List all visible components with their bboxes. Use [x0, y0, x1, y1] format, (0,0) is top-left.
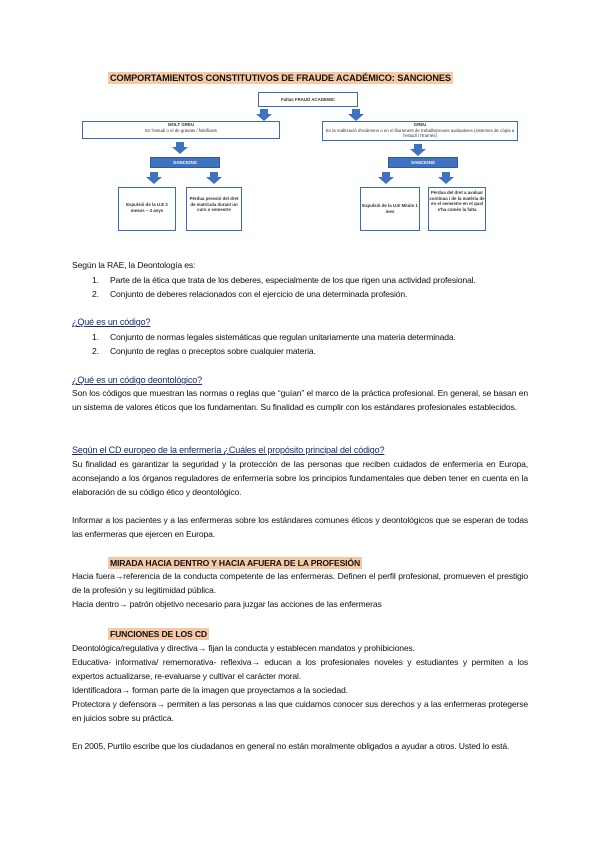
diagram-left-box [82, 121, 280, 139]
deontologico-text: Son los códigos que muestran las normas o reglas que “guían” el marco de la práctica profesional. En general, se basan en un sistema de valores éticos que los fundamentan. Su finalidad es cumplir con los estándares profesionales establecidos. [72, 388, 528, 412]
list-item: 1. Parte de la ética que trata de los deberes, especialmente de los que rigen una actividad profesional. [92, 275, 476, 285]
arrow-down-icon [378, 172, 394, 184]
codigo-list [92, 330, 528, 358]
closing-paragraph: En 2005, Purtilo escribe que los ciudadanos en general no están moralmente obligados a ayudar a otros. Usted lo está. [72, 741, 510, 751]
section-heading-codigo: ¿Qué es un código? [72, 317, 151, 327]
list-item: 2. Conjunto de reglas o preceptos sobre cualquier materia. [92, 346, 316, 356]
section-heading-mirada: MIRADA HACIA DENTRO Y HACIA AFUERA DE LA PROFESIÓN [110, 558, 361, 568]
rae-intro: Según la RAE, la Deontología es: [72, 260, 196, 270]
arrow-down-icon [172, 142, 188, 154]
sanction-box-1: Expulsió de la U.E 2 mesos – 3 anys [118, 187, 176, 231]
funcion-1: Deontológica/regulativa y directiva→ fijan la conducta y establecen mandatos y prohibiciones. [72, 643, 415, 653]
arrow-down-icon [410, 144, 426, 156]
section-heading-funciones: FUNCIONES DE LOS CD [110, 629, 207, 639]
left-box-text: En l'estudi o el de gravats / falsificats [145, 127, 217, 133]
arrow-down-icon [438, 172, 454, 184]
section-heading-deontologico: ¿Qué es un código deontológico? [72, 375, 202, 385]
list-item: 2. Conjunto de deberes relacionados con el ejercicio de una determinada profesión. [92, 289, 408, 299]
rae-list [92, 273, 528, 301]
diagram-right-box [322, 121, 518, 141]
europeo-text-2: Informar a los pacientes y a las enfermeras sobre los estándares comunes éticos y deontológicos que se esperan de todas las enfermeras que ejercen en Europa. [72, 515, 528, 539]
section-heading-europeo: Según el CD europeo de la enfermería ¿Cuáles el propósito principal del código? [72, 445, 385, 455]
page-title: COMPORTAMIENTOS CONSTITUTIVOS DE FRAUDE ACADÉMICO: SANCIONES [110, 73, 451, 83]
funcion-2: Educativa- informativa/ rememorativa- reflexiva→ educan a los profesionales noveles y estudiantes y permiten a los expertos actualizarse, re-evaluarse y cultivar el carácter moral. [72, 657, 528, 681]
sanctions-right-bar: SANCIONS [388, 157, 458, 168]
arrow-down-icon [256, 109, 272, 121]
mirada-fuera: Hacia fuera→referencia de la conducta competente de las enfermeras. Definen el perfil profesional, promueven el prestigio de la profesión y su legitimidad pública. [72, 571, 528, 595]
funcion-3: Identificadora→ forman parte de la imagen que proyectamos a la sociedad. [72, 685, 348, 695]
sanction-box-2: Pèrdua pressió del dret de matrícula durant un curs o semestre [186, 187, 242, 231]
europeo-text-1: Su finalidad es garantizar la seguridad y la protección de las personas que reciben cuidados de enfermería en Europa, aconsejando a los órganos reguladores de enfermería sobre los principios fundamentales que deben tener en cuenta en la elaboración de su código ético y deontológico. [72, 459, 528, 497]
sanctions-left-bar: SANCIONS [150, 157, 220, 168]
mirada-dentro: Hacia dentro→ patrón objetivo necesario para juzgar las acciones de las enfermeras [72, 599, 382, 609]
arrow-down-icon [348, 109, 364, 121]
arrow-down-icon [146, 172, 162, 184]
sanction-box-3: Expulsió de la U.E Mínim 1 mes [360, 187, 420, 231]
right-box-text: En la realització d'exàmens o en el lliurament de treballs/proves avaluatives (sistemes de còpia a l'estudi i l'tramés) [325, 127, 515, 138]
arrow-down-icon [206, 172, 222, 184]
list-item: 1. Conjunto de normas legales sistemáticas que regulan unitariamente una materia determinada. [92, 332, 456, 342]
right-box-heading: GREU [413, 122, 427, 127]
sanction-box-4: Pèrdua del dret a avaluar continua i de la matèria de en el semestre en el qual s'ha comès la falta [428, 187, 486, 231]
funcion-4: Protectora y defensora→ permiten a las personas a las que cuidamos conocer sus derechos y a las enfermeras protegerse en juicios sobre su práctica. [72, 699, 528, 723]
diagram-top-box: Faltas FRAUD ACADEMIC [258, 92, 358, 107]
left-box-heading: MOLT GREU [167, 122, 194, 127]
